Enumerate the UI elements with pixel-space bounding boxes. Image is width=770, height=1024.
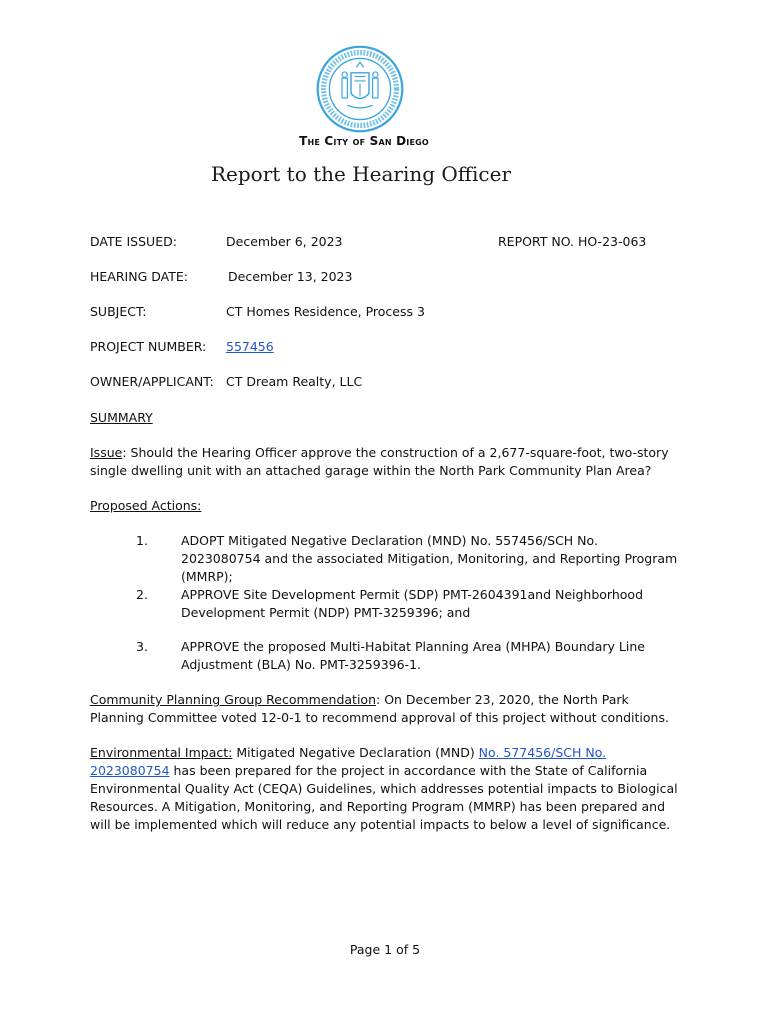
proposed-actions-heading: Proposed Actions:: [90, 498, 202, 513]
subject-value: CT Homes Residence, Process 3: [226, 304, 425, 319]
page-number: Page 1 of 5: [349, 942, 421, 957]
report-title: Report to the Hearing Officer: [210, 162, 512, 186]
action-number: 3.: [136, 639, 148, 654]
city-seal-icon: [315, 44, 405, 134]
hearing-date-label: HEARING DATE:: [90, 269, 188, 284]
issue-text: : Should the Hearing Officer approve the construction of a 2,677-square-foot, two-story single dwelling unit with an attached garage within the North Park Community Plan Area?: [90, 445, 669, 478]
action-text: APPROVE Site Development Permit (SDP) PMT-2604391and Neighborhood Development Permit (NDP) PMT-3259396; and: [181, 587, 644, 620]
action-number: 2.: [136, 587, 148, 602]
environmental-paragraph: [90, 744, 680, 834]
owner-label: OWNER/APPLICANT:: [90, 374, 214, 389]
owner-value: CT Dream Realty, LLC: [226, 374, 363, 389]
cpg-paragraph: [90, 691, 680, 727]
environmental-text-2: has been prepared for the project in accordance with the State of California Environmental Quality Act (CEQA) Guidelines, which addresses potential impacts to Biological Resources. A Mitigation, Monitoring, and Reporting Program (MMRP) has been prepared and will be implemented which will reduce any potential impacts to below a level of significance.: [90, 763, 678, 832]
action-text: ADOPT Mitigated Negative Declaration (MND) No. 557456/SCH No. 2023080754 and the associated Mitigation, Monitoring, and Reporting Program (MMRP);: [181, 533, 678, 584]
project-number-link[interactable]: 557456: [226, 339, 274, 354]
action-text: APPROVE the proposed Multi-Habitat Planning Area (MHPA) Boundary Line Adjustment (BLA) No. PMT-3259396-1.: [181, 639, 645, 672]
issue-paragraph: [90, 444, 680, 480]
environmental-text-1: Mitigated Negative Declaration (MND): [232, 745, 479, 760]
city-name: The City of San Diego: [299, 134, 429, 148]
subject-label: SUBJECT:: [90, 304, 147, 319]
date-issued-value: December 6, 2023: [226, 234, 343, 249]
action-number: 1.: [136, 533, 148, 548]
report-number: REPORT NO. HO-23-063: [498, 234, 647, 249]
cpg-label: Community Planning Group Recommendation: [90, 692, 377, 707]
summary-heading: SUMMARY: [90, 410, 153, 425]
date-issued-label: DATE ISSUED:: [90, 234, 177, 249]
cpg-text: : On December 23, 2020, the North Park Planning Committee voted 12-0-1 to recommend approval of this project without conditions.: [90, 692, 669, 725]
environmental-label: Environmental Impact:: [90, 745, 233, 760]
project-number-label: PROJECT NUMBER:: [90, 339, 207, 354]
hearing-date-value: December 13, 2023: [228, 269, 353, 284]
mnd-link[interactable]: No. 577456/SCH No. 2023080754: [90, 745, 607, 778]
issue-label: Issue: [90, 445, 123, 460]
